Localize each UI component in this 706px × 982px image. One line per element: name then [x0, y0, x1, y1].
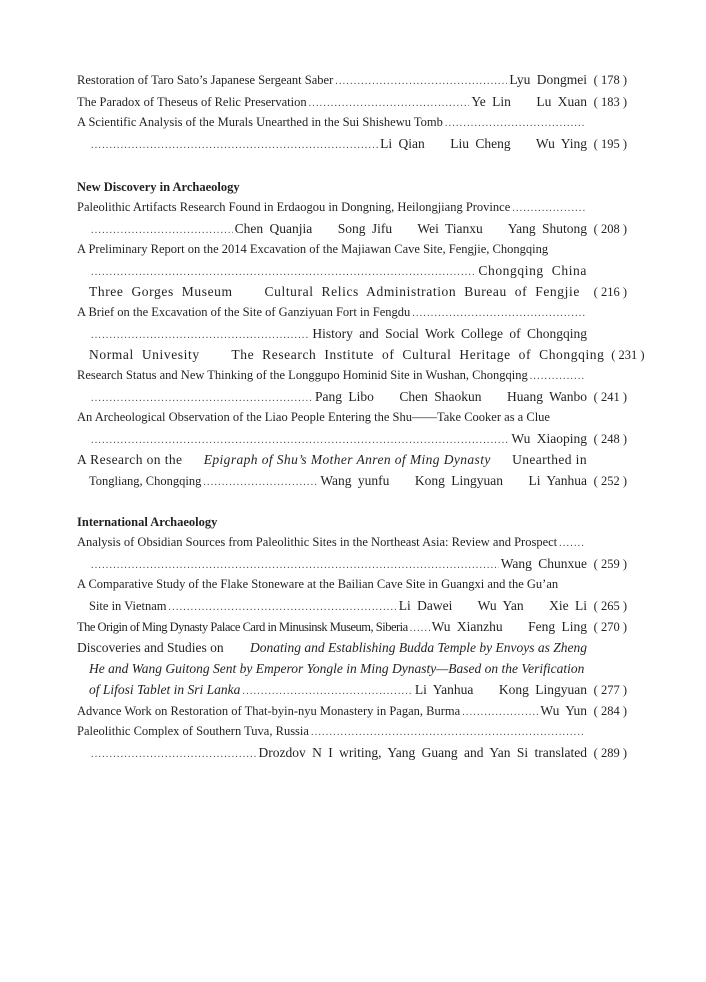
- entry-title-part: Discoveries and Studies on: [77, 640, 224, 655]
- entry-author: Ye Lin Lu Xuan: [471, 94, 587, 109]
- entry-title: An Archeological Observation of the Liao People Entering the Shu——Take Cooker as a Clue: [77, 410, 550, 424]
- toc-entry-continuation: [89, 682, 627, 703]
- dot-leader: [311, 727, 585, 738]
- entry-title-italic: He and Wang Guitong Sent by Emperor Yongle in Ming Dynasty—Based on the Verification: [89, 661, 585, 676]
- entry-title: A Preliminary Report on the 2014 Excavation of the Majiawan Cave Site, Fengjie, Chongqing: [77, 242, 549, 256]
- entry-author: Wu Xiaoping: [511, 431, 587, 446]
- dot-leader: [203, 477, 318, 488]
- toc-entry-continuation: [89, 661, 627, 682]
- toc-entry-continuation: [89, 745, 627, 766]
- entry-page: ( 231 ): [611, 348, 645, 362]
- dot-leader: [412, 308, 585, 319]
- dot-leader: [335, 76, 507, 87]
- section-heading: International Archaeology: [77, 515, 218, 529]
- entry-author: Li Yanhua Kong Lingyuan: [414, 682, 587, 697]
- toc-entry: [77, 640, 587, 661]
- dot-leader: [530, 371, 585, 382]
- entry-page: ( 208 ): [593, 222, 627, 236]
- entry-author: Chongqing China: [478, 263, 587, 278]
- toc-entry-continuation: [89, 136, 627, 157]
- toc-entry-continuation: [89, 473, 627, 494]
- entry-author: Wu Xianzhu Feng Ling: [431, 619, 587, 634]
- toc-entry: [77, 577, 627, 598]
- entry-title: Analysis of Obsidian Sources from Paleolithic Sites in the Northeast Asia: Review and Prospect: [77, 535, 558, 549]
- entry-title-italic: Donating and Establishing Budda Temple by Envoys as Zheng: [250, 640, 587, 655]
- entry-author: Drozdov N I writing, Yang Guang and Yan Si translated: [258, 745, 587, 760]
- toc-entry: [77, 94, 627, 115]
- entry-title: The Paradox of Theseus of Relic Preservation: [77, 95, 307, 109]
- dot-leader: [91, 267, 476, 278]
- entry-author: Lyu Dongmei: [509, 72, 587, 87]
- toc-entry-continuation: [89, 389, 627, 410]
- dot-leader: [91, 435, 509, 446]
- toc-entry: [77, 535, 627, 556]
- entry-page: ( 265 ): [593, 599, 627, 613]
- dot-leader: [512, 203, 585, 214]
- toc-entry-continuation: [89, 263, 627, 284]
- entry-author: History and Social Work College of Chongqing: [312, 326, 587, 341]
- entry-title: Paleolithic Complex of Southern Tuva, Russia: [77, 724, 309, 738]
- entry-author: Three Gorges Museum Cultural Relics Administration Bureau of Fengjie: [89, 284, 580, 299]
- toc-entry: [77, 703, 627, 724]
- toc-entry: [77, 200, 627, 221]
- dot-leader: [91, 140, 378, 151]
- entry-author: Chen Quanjia Song Jifu Wei Tianxu Yang Shutong: [234, 221, 587, 236]
- toc-entry: [77, 619, 627, 640]
- toc-entry-continuation: [89, 598, 627, 619]
- entry-title: A Scientific Analysis of the Murals Unearthed in the Sui Shishewu Tomb: [77, 115, 443, 129]
- entry-author: Li Dawei Wu Yan Xie Li: [398, 598, 587, 613]
- entry-author: Normal Univesity The Research Institute of Cultural Heritage of Chongqing: [89, 347, 605, 362]
- toc-entry-continuation: [89, 284, 627, 305]
- toc-entry-continuation: [89, 347, 645, 368]
- dot-leader: [559, 538, 585, 549]
- toc-entry: [77, 410, 627, 431]
- entry-title: The Origin of Ming Dynasty Palace Card in Minusinsk Museum, Siberia: [77, 620, 408, 634]
- entry-title: Paleolithic Artifacts Research Found in Erdaogou in Dongning, Heilongjiang Province: [77, 200, 511, 214]
- entry-title: A Comparative Study of the Flake Stoneware at the Bailian Cave Site in Guangxi and the Gu’an: [77, 577, 559, 591]
- entry-page: ( 289 ): [593, 746, 627, 760]
- toc-entry-continuation: [89, 326, 627, 347]
- entry-title: Research Status and New Thinking of the Longgupo Hominid Site in Wushan, Chongqing: [77, 368, 528, 382]
- entry-title-part: Unearthed in: [512, 452, 587, 467]
- toc-entry-continuation: [89, 221, 627, 242]
- dot-leader: [462, 707, 538, 718]
- entry-title-italic: of Lifosi Tablet in Sri Lanka: [89, 682, 241, 697]
- entry-page: ( 270 ): [593, 620, 627, 634]
- entry-author: Pang Libo Chen Shaokun Huang Wanbo: [314, 389, 587, 404]
- entry-page: ( 277 ): [593, 683, 627, 697]
- dot-leader: [410, 623, 430, 634]
- entry-author: Wu Yun: [540, 703, 587, 718]
- toc-entry: [77, 242, 627, 263]
- entry-page: ( 252 ): [593, 474, 627, 488]
- toc-entry: [77, 724, 627, 745]
- entry-title: A Brief on the Excavation of the Site of Ganziyuan Fort in Fengdu: [77, 305, 411, 319]
- entry-author: Wang yunfu Kong Lingyuan Li Yanhua: [320, 473, 587, 488]
- entry-page: ( 284 ): [593, 704, 627, 718]
- dot-leader: [91, 560, 499, 571]
- toc-entry: [77, 368, 627, 389]
- toc-entry: [77, 72, 627, 93]
- dot-leader: [91, 330, 310, 341]
- dot-leader: [242, 686, 412, 697]
- entry-page: ( 183 ): [593, 95, 627, 109]
- dot-leader: [445, 118, 585, 129]
- entry-title-part: A Research on the: [77, 452, 183, 467]
- entry-title-part: Site in Vietnam: [89, 599, 167, 613]
- entry-title-italic: Epigraph of Shu’s Mother Anren of Ming Dynasty: [203, 452, 491, 467]
- toc-entry: [77, 115, 627, 136]
- dot-leader: [91, 225, 233, 236]
- entry-page: ( 259 ): [593, 557, 627, 571]
- entry-page: ( 248 ): [593, 432, 627, 446]
- entry-author: Wang Chunxue: [500, 556, 587, 571]
- section-heading: New Discovery in Archaeology: [77, 180, 240, 194]
- dot-leader: [168, 602, 396, 613]
- entry-title: Advance Work on Restoration of That-byin-nyu Monastery in Pagan, Burma: [77, 704, 461, 718]
- toc-entry: [77, 305, 627, 326]
- entry-title-part: Tongliang, Chongqing: [89, 474, 202, 488]
- entry-page: ( 178 ): [593, 73, 627, 87]
- entry-author: Li Qian Liu Cheng Wu Ying: [380, 136, 587, 151]
- entry-page: ( 241 ): [593, 390, 627, 404]
- dot-leader: [309, 98, 470, 109]
- toc-entry-continuation: [89, 431, 627, 452]
- dot-leader: [91, 393, 313, 404]
- dot-leader: [91, 749, 257, 760]
- toc-entry-continuation: [89, 556, 627, 577]
- entry-page: ( 216 ): [593, 285, 627, 299]
- toc-entry: [77, 452, 587, 473]
- entry-page: ( 195 ): [593, 137, 627, 151]
- entry-title: Restoration of Taro Sato’s Japanese Sergeant Saber: [77, 73, 334, 87]
